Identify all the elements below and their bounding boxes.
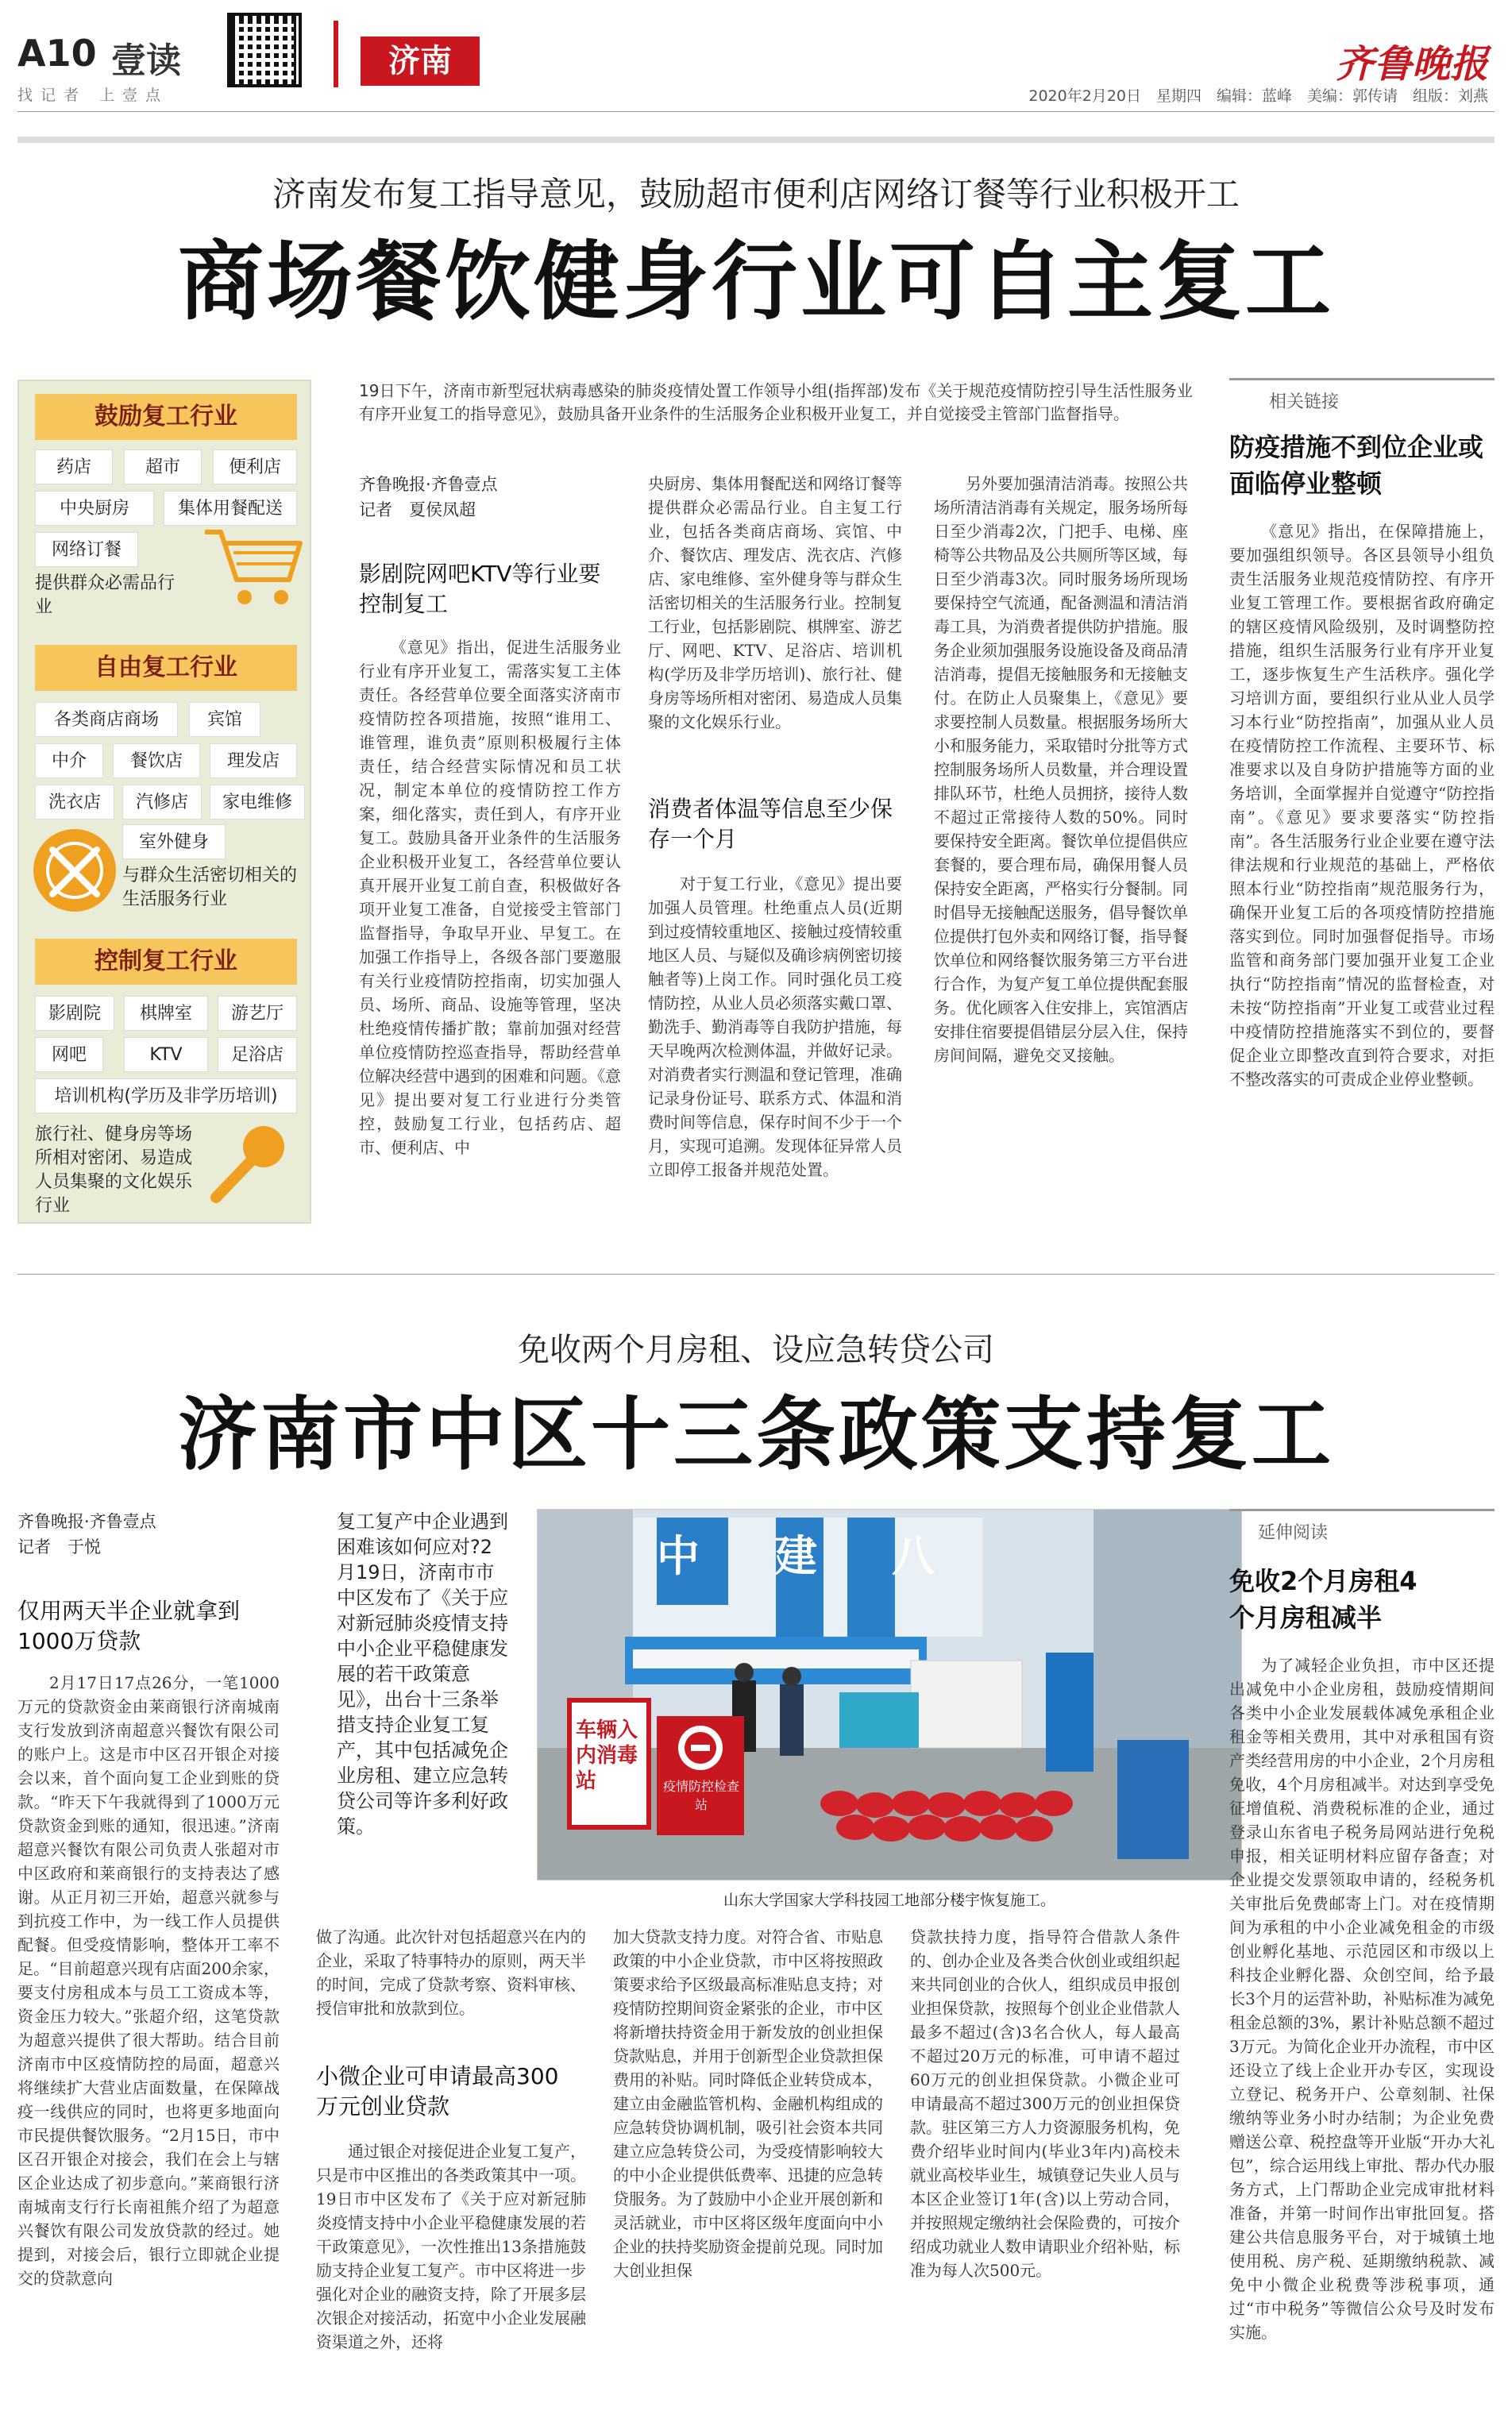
chip: 网吧: [35, 1037, 103, 1072]
paragraph: 《意见》指出，促进生活服务业行业有序开业复工，需落实复工主体责任。各经营单位要全面落实济南市疫情防控各项措施，按照“谁用工、谁管理，谁负责”原则积极履行主体责任，结合经营实际情况和员工状况，制定本单位的疫情防控工作方案，细化落实，责任到人，有序开业复工。鼓励具备开业条件的生活服务企业积极开业复工，各经营单位要认真开展开业复工前自查，积极做好各项开业复工准备，自觉接受主管部门监督指导，争取早开业、早复工。在加强工作指导上，各级各部门要邀服有关行业疫情防控指南，切实加强人员、场所、商品、设施等管理，坚决杜绝疫情传播扩散；靠前加强对经营单位疫情防控巡查指导，帮助经营单位解决经营中遇到的困难和问题。《意见》提出要对复工行业进行分类管控，鼓励复工行业，包括药店、超市、便利店、中: [359, 638, 621, 1157]
paragraph: 为了减轻企业负担，市中区还提出减免中小企业房租，鼓励疫情期间各类中小企业发展载体减免承租企业租金等相关费用，其中对承租国有资产类经营用房的中小企业，2个月房租免收，4个月房租减半。对达到享受免征增值税、消费税标准的企业，通过登录山东省电子税务局网站进行免税申报，相关证明材料应留存备查；对企业提交发票领取申请的，经税务机关审批后免费邮寄上门。对在疫情期间为承租的中小企业减免租金的市级创业孵化基地、示范园区和市级以上科技企业孵化器、众创空间，给予最长3个月的运营补助，补贴标准为减免租金总额的3%，累计补贴总额不超过3万元。为简化企业开办流程，市中区还设立了线上企业开办专区，实现设立登记、税务开户、公章刻制、社保缴纳等业务小时办结制；为企业免费赠送公章、税控盘等开业版“开办大礼包”，综合运用线上审批、帮办代办服务方式，上门帮助企业完成审批材料准备，并第一时间作出审批回复。搭建公共信息服务平台，对于城镇土地使用税、房产税、延期缴纳税款、减免中小微企业税费等涉税事项，通过“市中税务”等微信公众号及时发布实施。: [1229, 1656, 1495, 2342]
paragraph: 2月17日17点26分，一笔1000万元的贷款资金由莱商银行济南城南支行发放到济南超意兴餐饮有限公司的账户上。这是市中区召开银企对接会以来，首个面向复工企业到账的贷款。“昨天下午我就得到了1000万元贷款资金到账的通知，很迅速。”济南超意兴餐饮有限公司负责人张超对市中区政府和莱商银行的支持表达了感谢。从正月初三开始，超意兴就参与到抗疫工作中，为一线工作人员提供配餐。但受疫情影响，整体开工率不足。“目前超意兴现有店面200余家，要支付房租成本与员工工资成本等，资金压力较大。”张超介绍，这笔贷款为超意兴提供了很大帮助。结合目前济南市中区疫情防控的局面，超意兴将继续扩大营业店面数量，在保障战疫一线供应的同时，也将更多地面向市民提供餐饮服务。“2月15日，市中区召开银企对接会，我们在会上与辖区企业达成了初步意向。”莱商银行济南城南支行行长南祖熊介绍了为超意兴餐饮有限公司发放贷款的经过。她提到，对接会后，银行立即就企业提交的贷款意向: [17, 1673, 280, 2288]
chip: 各类商店商场: [35, 702, 178, 737]
chip: 足浴店: [218, 1037, 297, 1072]
byline-reporter: 记者 夏侯凤超: [359, 500, 476, 519]
article2-lead-box: 复工复产中企业遇到困难该如何应对?2月19日，济南市市中区发布了《关于应对新冠肺炎疫情支持中小企业平稳健康发展的若干政策意见》，出台十三条举措支持企业复工复产，其中包括减免企业房租、建立应急转贷公司等许多利好政策。: [337, 1510, 508, 1838]
chip: 药店: [35, 449, 113, 484]
article2-headline: 济南市中区十三条政策支持复工: [178, 1388, 1334, 1481]
article2-column-2: [316, 1925, 586, 2052]
related-tag: 相关链接: [1269, 392, 1340, 412]
chip: 棋牌室: [124, 996, 208, 1031]
paragraph: 央厨房、集体用餐配送和网络订餐等提供群众必需品行业。自主复工行业，包括各类商店商场、宾馆、中介、餐饮店、理发店、洗衣店、汽修店、家电维修、室外健身等与群众生活密切相关的生活服务行业。控制复工行业，包括影剧院、棋牌室、游艺厅、网吧、KTV、足浴店、培训机构(学历及非学历培训)、旅行社、健身房等场所相对密闭、易造成人员集聚的文化娱乐行业。: [648, 474, 902, 731]
section-slogan: 找记者 上壹点: [17, 87, 169, 104]
article1-lead: 19日下午，济南市新型冠状病毒感染的肺炎疫情处置工作领导小组(指挥部)发布《关于规范疫情防控引导生活性服务业有序开业复工的指导意见》，鼓励具备开业条件的生活服务企业积极开业复工，并自觉接受主管部门监督指导。: [359, 381, 1193, 423]
byline-reporter: 记者 于悦: [17, 1537, 101, 1556]
photo-caption: 山东大学国家大学科技园工地部分楼宇恢复施工。: [723, 1892, 1055, 1909]
chip: 便利店: [213, 449, 297, 484]
issue-meta: 2020年2月20日 星期四 编辑：蓝峰 美编：郭传请 组版：刘燕: [1028, 87, 1488, 105]
photo-sign-mid: 疫情防控检查站: [663, 1779, 740, 1812]
chip: 洗衣店: [35, 785, 114, 820]
category-note: 与群众生活密切相关的生活服务行业: [122, 866, 298, 909]
microphone-icon: [205, 1120, 302, 1207]
paragraph: 另外要加强清洁消毒。按照公共场所清洁消毒有关规定，服务场所每日至少消毒2次，门把手、电梯、座椅等公共物品及公共厕所等区域，每日至少消毒3次。同时服务场所现场要保持空气流通，配备测温和清洁消毒工具，为消费者提供防护措施。服务企业须加强服务设施设备及商品清洁消毒，提倡无接触服务和无接触支付。在防止人员聚集上，《意见》要求要控制人员数量。根据服务场所大小和服务能力，采取错时分批等方式控制服务场所人员数量，并合理设置排队环节，杜绝人员拥挤，接待人数不超过正常接待人数的50%。同时要保持安全距离。餐饮单位提倡供应套餐的，要合理布局，确保用餐人员保持安全距离，严格实行分餐制。同时倡导无接触配送服务，倡导餐饮单位提供打包外卖和网络订餐，指导餐饮单位和网络餐饮服务第三方平台进行合作，为复产复工单位提供配套服务。优化顾客入住安排上，宾馆酒店安排住宿要提倡错层分层入住，保持房间间隔，避免交叉接触。: [934, 474, 1188, 1065]
article2-column-1: [17, 1671, 280, 2420]
category-title-free: 自由复工行业: [35, 645, 297, 691]
article1-column-1: [359, 635, 621, 1239]
article1-kicker: 济南发布复工指导意见，鼓励超市便利店网络订餐等行业积极开工: [272, 175, 1240, 214]
article1-headline: 商场餐饮健身行业可自主复工: [177, 233, 1334, 332]
newspaper-logo: 齐鲁晚报: [1335, 42, 1488, 87]
chip: 网络订餐: [35, 532, 138, 567]
category-note: 提供群众必需品行业: [35, 573, 176, 617]
article2-column-2b: [316, 2139, 586, 2420]
construction-site-photo: [537, 1509, 1242, 1880]
article1-column-2: [648, 472, 902, 766]
category-note: 旅行社、健身房等场所相对密闭、易造成人员集聚的文化娱乐行业: [35, 1124, 193, 1216]
article2-kicker: 免收两个月房租、设应急转贷公司: [518, 1332, 994, 1368]
industry-infographic: [17, 380, 311, 1224]
paragraph: 做了沟通。此次针对包括超意兴在内的企业，采取了特事特办的原则，两天半的时间，完成了贷款考察、资料审核、授信审批和放款到位。: [316, 1927, 586, 2018]
category-title-controlled: 控制复工行业: [35, 939, 297, 985]
masthead-bar: [17, 137, 1495, 143]
article2-column-4: [910, 1925, 1180, 2420]
paragraph: 贷款扶持力度，指导符合借款人条件的、创办企业及各类合伙创业或组织起来共同创业的合伙人，组织成员申报创业担保贷款，按照每个创业企业借款人最多不超过(含)3名合伙人，每人最高不超过20万元的标准，可申请不超过60万元的创业担保贷款。小微企业可申请最高不超过300万元的创业担保贷款。驻区第三方人力资源服务机构，免费介绍毕业时间内(毕业3年内)高校未就业高校毕业生，城镇登记失业人员与本区企业签订1年(含)以上劳动合同，并按照规定缴纳社会保险费的，可按介绍成功就业人数申请职业介绍补贴，标准为每人次500元。: [910, 1927, 1180, 2280]
city-section-tag: [334, 21, 492, 87]
byline-outlet: 齐鲁晚报·齐鲁壹点: [359, 475, 498, 494]
chip: 中央厨房: [35, 491, 154, 526]
article1-column-3: [934, 472, 1188, 1242]
chip: 培训机构(学历及非学历培训): [35, 1078, 297, 1113]
chip: 理发店: [210, 743, 297, 778]
article2-subhead-1: 仅用两天半企业就拿到1000万贷款: [17, 1598, 241, 1654]
chip: 宾馆: [189, 702, 260, 737]
extended-headline: 免收2个月房租4个月房租减半: [1229, 1566, 1418, 1633]
chip: 餐饮店: [113, 743, 200, 778]
shopping-cart-icon: [202, 524, 305, 611]
paragraph: 《意见》指出，在保障措施上，要加强组织领导。各区县领导小组负责生活服务业规范疫情防控、有序开业复工管理工作。要根据省政府确定的辖区疫情风险级别，及时调整防控措施，组织生活服务行业有序开业复工，逐步恢复生产生活秩序。强化学习培训方面，要组织行业从业人员学习本行业“防控指南”，加强从业人员在疫情防控工作流程、主要环节、标准要求以及自身防护措施等方面的业务培训，全面掌握并自觉遵守“防控指南”。《意见》要求要落实“防控指南”。各生活服务行业企业要在遵守法律法规和行业规范的基础上，严格依照本行业“防控指南”规范服务行为，确保开业复工后的各项疫情防控措施落实到位。同时加强督促指导。市场监管和商务部门要加强开业复工企业执行“防控指南”情况的监督检查，对未按“防控指南”开业复工或营业过程中疫情防控措施落实不到位的，要督促企业立即整改直到符合要求，对拒不整改落实的可责成企业停业整顿。: [1229, 522, 1495, 1089]
section-name: 壹读: [111, 41, 181, 81]
article1-subhead-1: 影剧院网吧KTV等行业要控制复工: [359, 561, 601, 617]
chip: 汽修店: [122, 785, 202, 820]
photo-sign-left: 车辆入内消毒站: [576, 1718, 638, 1793]
chip: 集体用餐配送: [164, 491, 297, 526]
masthead-divider: [17, 111, 1495, 112]
extended-body: [1229, 1653, 1495, 2416]
article1-column-2b: [648, 872, 902, 1245]
photo-banner-text: 中 建 八: [657, 1531, 951, 1581]
qr-code-icon[interactable]: [227, 13, 302, 87]
chip: 影剧院: [35, 996, 114, 1031]
paragraph: 对于复工行业，《意见》提出要加强人员管理。杜绝重点人员(近期到过疫情较重地区、接触过疫情较重地区人员、与疑似及确诊病例密切接触者等)上岗工作。同时强化员工疫情防控，从业人员必须落实戴口罩、勤洗手、勤消毒等自我防护措施，每天早晚两次检测体温，并做好记录。对消费者实行测温和登记管理，准确记录身份证号、联系方式、体温和消费时间等信息，保存时间不少于一个月，实现可追溯。发现体征异常人员立即停工报备并规范处置。: [648, 874, 902, 1179]
page-number: A10: [17, 32, 97, 75]
related-link-box: [1229, 378, 1495, 1218]
byline-outlet: 齐鲁晚报·齐鲁壹点: [17, 1512, 156, 1531]
extended-tag: 延伸阅读: [1258, 1523, 1329, 1543]
related-body: [1229, 519, 1495, 1218]
city-tag-label: 济南: [361, 37, 480, 86]
article1-byline: [359, 472, 498, 523]
extended-reading-box: [1229, 1509, 1495, 2416]
dining-icon: [30, 826, 119, 915]
article1-subhead-2: 消费者体温等信息至少保存一个月: [648, 796, 893, 852]
related-headline: 防疫措施不到位企业或面临停业整顿: [1229, 432, 1484, 499]
paragraph: 加大贷款支持力度。对符合省、市贴息政策的中小企业贷款，市中区将按照政策要求给予区级最高标准贴息支持；对疫情防控期间资金紧张的企业，市中区将新增扶持资金用于新发放的创业担保贷款贴息，并用于创新型企业贷款担保费用的补贴。同时降低企业转贷成本，建立由金融监管机构、金融机构组成的应急转贷协调机制，吸引社会资本共同建立应急转贷公司，为受疫情影响较大的中小企业提供低费率、迅捷的应急转贷服务。为了鼓励中小企业开展创新和灵活就业，市中区将区级年度面向中小企业的扶持奖励资金提前兑现。同时加大创业担保: [613, 1927, 883, 2280]
chip: 游艺厅: [218, 996, 297, 1031]
chip: 室外健身: [122, 824, 226, 859]
article2-subhead-2: 小微企业可申请最高300万元创业贷款: [316, 2063, 559, 2120]
article2-column-3: [613, 1925, 883, 2420]
chip: KTV: [124, 1037, 208, 1072]
chip: 家电维修: [210, 785, 305, 820]
category-title-encouraged: 鼓励复工行业: [35, 394, 297, 440]
paragraph: 通过银企对接促进企业复工复产，只是市中区推出的各类政策其中一项。19日市中区发布了《关于应对新冠肺炎疫情支持中小企业平稳健康发展的若干政策意见》，一次性推出13条措施鼓励支持企业复工复产。市中区将进一步强化对企业的融资支持，除了开展多层次银企对接活动，拓宽中小企业发展融资渠道之外，还将: [316, 2142, 586, 2351]
article2-byline: [17, 1509, 156, 1560]
chip: 超市: [124, 449, 202, 484]
chip: 中介: [35, 743, 103, 778]
section-divider: [17, 1274, 1495, 1275]
